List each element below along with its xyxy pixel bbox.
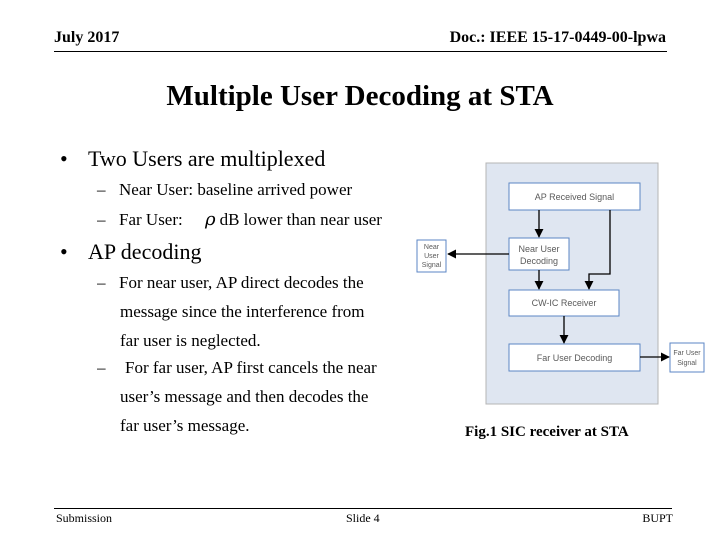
footer-submission: Submission xyxy=(56,511,113,525)
bullet-text: Two Users are multiplexed xyxy=(88,146,326,171)
sub-bullet-far-decode-line3: far user’s message. xyxy=(120,416,250,435)
figure-caption: Fig.1 SIC receiver at STA xyxy=(465,424,629,440)
block-cwic-label: CW-IC Receiver xyxy=(531,298,597,308)
header-doc-id: Doc.: IEEE 15-17-0449-00-lpwa xyxy=(449,29,666,46)
block-near-user-decoding xyxy=(509,238,569,270)
bullet-dot: • xyxy=(60,146,68,171)
header-date: July 2017 xyxy=(54,29,120,46)
bullet-dot: • xyxy=(60,239,68,264)
near-signal-line2: User xyxy=(424,253,439,260)
sub-bullet-text: For far user, AP first cancels the near xyxy=(125,358,377,377)
dash-marker: – xyxy=(97,358,106,377)
footer-divider xyxy=(54,508,672,509)
slide-title: Multiple User Decoding at STA xyxy=(166,80,554,112)
block-near-decoding-line2: Decoding xyxy=(519,256,559,266)
sub-bullet-text: Near User: baseline arrived power xyxy=(119,180,353,199)
block-far-user-decoding xyxy=(509,344,640,371)
dash-marker: – xyxy=(97,210,106,229)
output-near-user-signal xyxy=(417,240,446,272)
near-signal-line1: Near xyxy=(423,244,440,251)
sub-bullet-text: Far User: xyxy=(119,210,183,229)
sub-bullet-text: For near user, AP direct decodes the xyxy=(119,273,364,292)
bullet-text: AP decoding xyxy=(88,239,202,264)
far-signal-line1: Far User xyxy=(673,350,701,357)
near-signal-line3: Signal xyxy=(421,262,442,269)
block-cwic-receiver xyxy=(509,290,619,316)
rho-symbol: ρ xyxy=(204,209,216,230)
footer-organization: BUPT xyxy=(642,511,673,525)
output-far-user-signal xyxy=(670,343,704,372)
sub-bullet-near-decode-line3: far user is neglected. xyxy=(120,331,261,350)
block-far-decoding-label: Far User Decoding xyxy=(536,353,613,363)
sub-bullet-near-decode-line2: message since the interference from xyxy=(120,302,365,321)
block-near-decoding-line1: Near User xyxy=(518,244,560,254)
far-signal-line2: Signal xyxy=(677,360,697,367)
sub-bullet-far-decode-line2: user’s message and then decodes the xyxy=(120,387,369,406)
footer-slide-number: Slide 4 xyxy=(346,511,380,525)
block-ap-received-signal xyxy=(509,183,640,210)
block-ap-received-label: AP Received Signal xyxy=(534,192,615,202)
dash-marker: – xyxy=(97,273,106,292)
far-user-suffix: dB lower than near user xyxy=(219,210,382,229)
dash-marker: – xyxy=(97,180,106,199)
